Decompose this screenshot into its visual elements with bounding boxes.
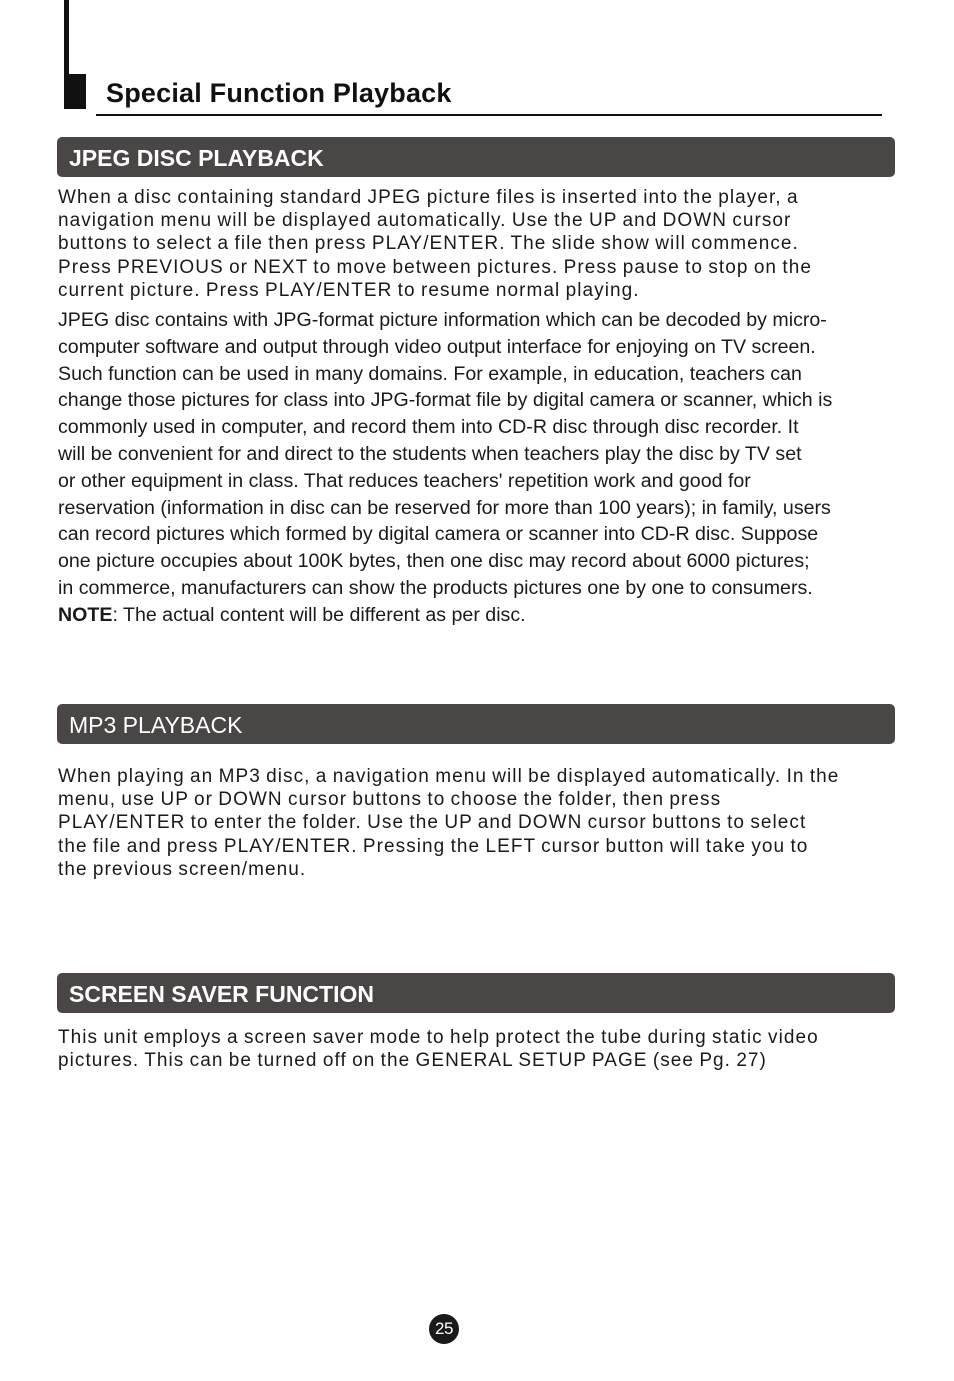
mp3-section-header [57, 704, 895, 744]
paragraph-line: PLAY/ENTER to enter the folder. Use the UP and DOWN cursor buttons to select [58, 812, 807, 834]
paragraph-line: When a disc containing standard JPEG picture files is inserted into the player, a [58, 187, 799, 208]
paragraph-line: computer software and output through video output interface for enjoying on TV screen. [58, 335, 816, 358]
mp3-paragraph [58, 765, 839, 881]
note-label: NOTE [58, 603, 113, 626]
paragraph-line: change those pictures for class into JPG-format file by digital camera or scanner, which is [58, 389, 833, 412]
jpeg-section-title: JPEG DISC PLAYBACK [69, 145, 324, 171]
paragraph-line: Such function can be used in many domains. For example, in education, teachers can [58, 362, 802, 385]
page-number-badge: 25 [429, 1314, 459, 1344]
paragraph-line: pictures. This can be turned off on the GENERAL SETUP PAGE (see Pg. 27) [58, 1050, 767, 1072]
paragraph-line: menu, use UP or DOWN cursor buttons to choose the folder, then press [58, 789, 722, 811]
screen-saver-paragraph [58, 1026, 819, 1072]
paragraph-line: current picture. Press PLAY/ENTER to resume normal playing. [58, 279, 640, 301]
title-underline [96, 114, 882, 116]
jpeg-intro-paragraph [58, 186, 812, 302]
paragraph-line: the previous screen/menu. [58, 858, 307, 880]
mp3-section-title: MP3 PLAYBACK [69, 712, 243, 738]
paragraph-line: JPEG disc contains with JPG-format picture information which can be decoded by micro- [58, 309, 827, 331]
paragraph-line: one picture occupies about 100K bytes, then one disc may record about 6000 pictures; [58, 550, 810, 573]
paragraph-line: will be convenient for and direct to the students when teachers play the disc by TV set [58, 442, 802, 465]
screen-saver-section-header [57, 973, 895, 1013]
note-text: : The actual content will be different as per disc. [112, 603, 526, 626]
page-title: Special Function Playback [106, 78, 452, 108]
corner-accent-block [64, 74, 86, 109]
paragraph-line: navigation menu will be displayed automatically. Use the UP and DOWN cursor [58, 210, 792, 232]
paragraph-line: the file and press PLAY/ENTER. Pressing the LEFT cursor button will take you to [58, 835, 809, 857]
note-line [58, 602, 832, 629]
paragraph-line: commonly used in computer, and record them into CD-R disc through disc recorder. It [58, 416, 799, 439]
paragraph-line: in commerce, manufacturers can show the products pictures one by one to consumers. [58, 576, 813, 599]
paragraph-line: Press PREVIOUS or NEXT to move between pictures. Press pause to stop on the [58, 256, 812, 278]
paragraph-line: or other equipment in class. That reduces teachers' repetition work and good for [58, 469, 751, 492]
jpeg-body-paragraph [58, 307, 832, 629]
jpeg-section-header [57, 137, 895, 177]
paragraph-line: reservation (information in disc can be reserved for more than 100 years); in family, users [58, 496, 831, 519]
screen-saver-section-title: SCREEN SAVER FUNCTION [69, 981, 374, 1007]
paragraph-line: can record pictures which formed by digital camera or scanner into CD-R disc. Suppose [58, 523, 819, 546]
paragraph-line: When playing an MP3 disc, a navigation menu will be displayed automatically. In the [58, 766, 840, 787]
paragraph-line: buttons to select a file then press PLAY/ENTER. The slide show will commence. [58, 233, 799, 255]
paragraph-line: This unit employs a screen saver mode to help protect the tube during static video [58, 1027, 819, 1048]
